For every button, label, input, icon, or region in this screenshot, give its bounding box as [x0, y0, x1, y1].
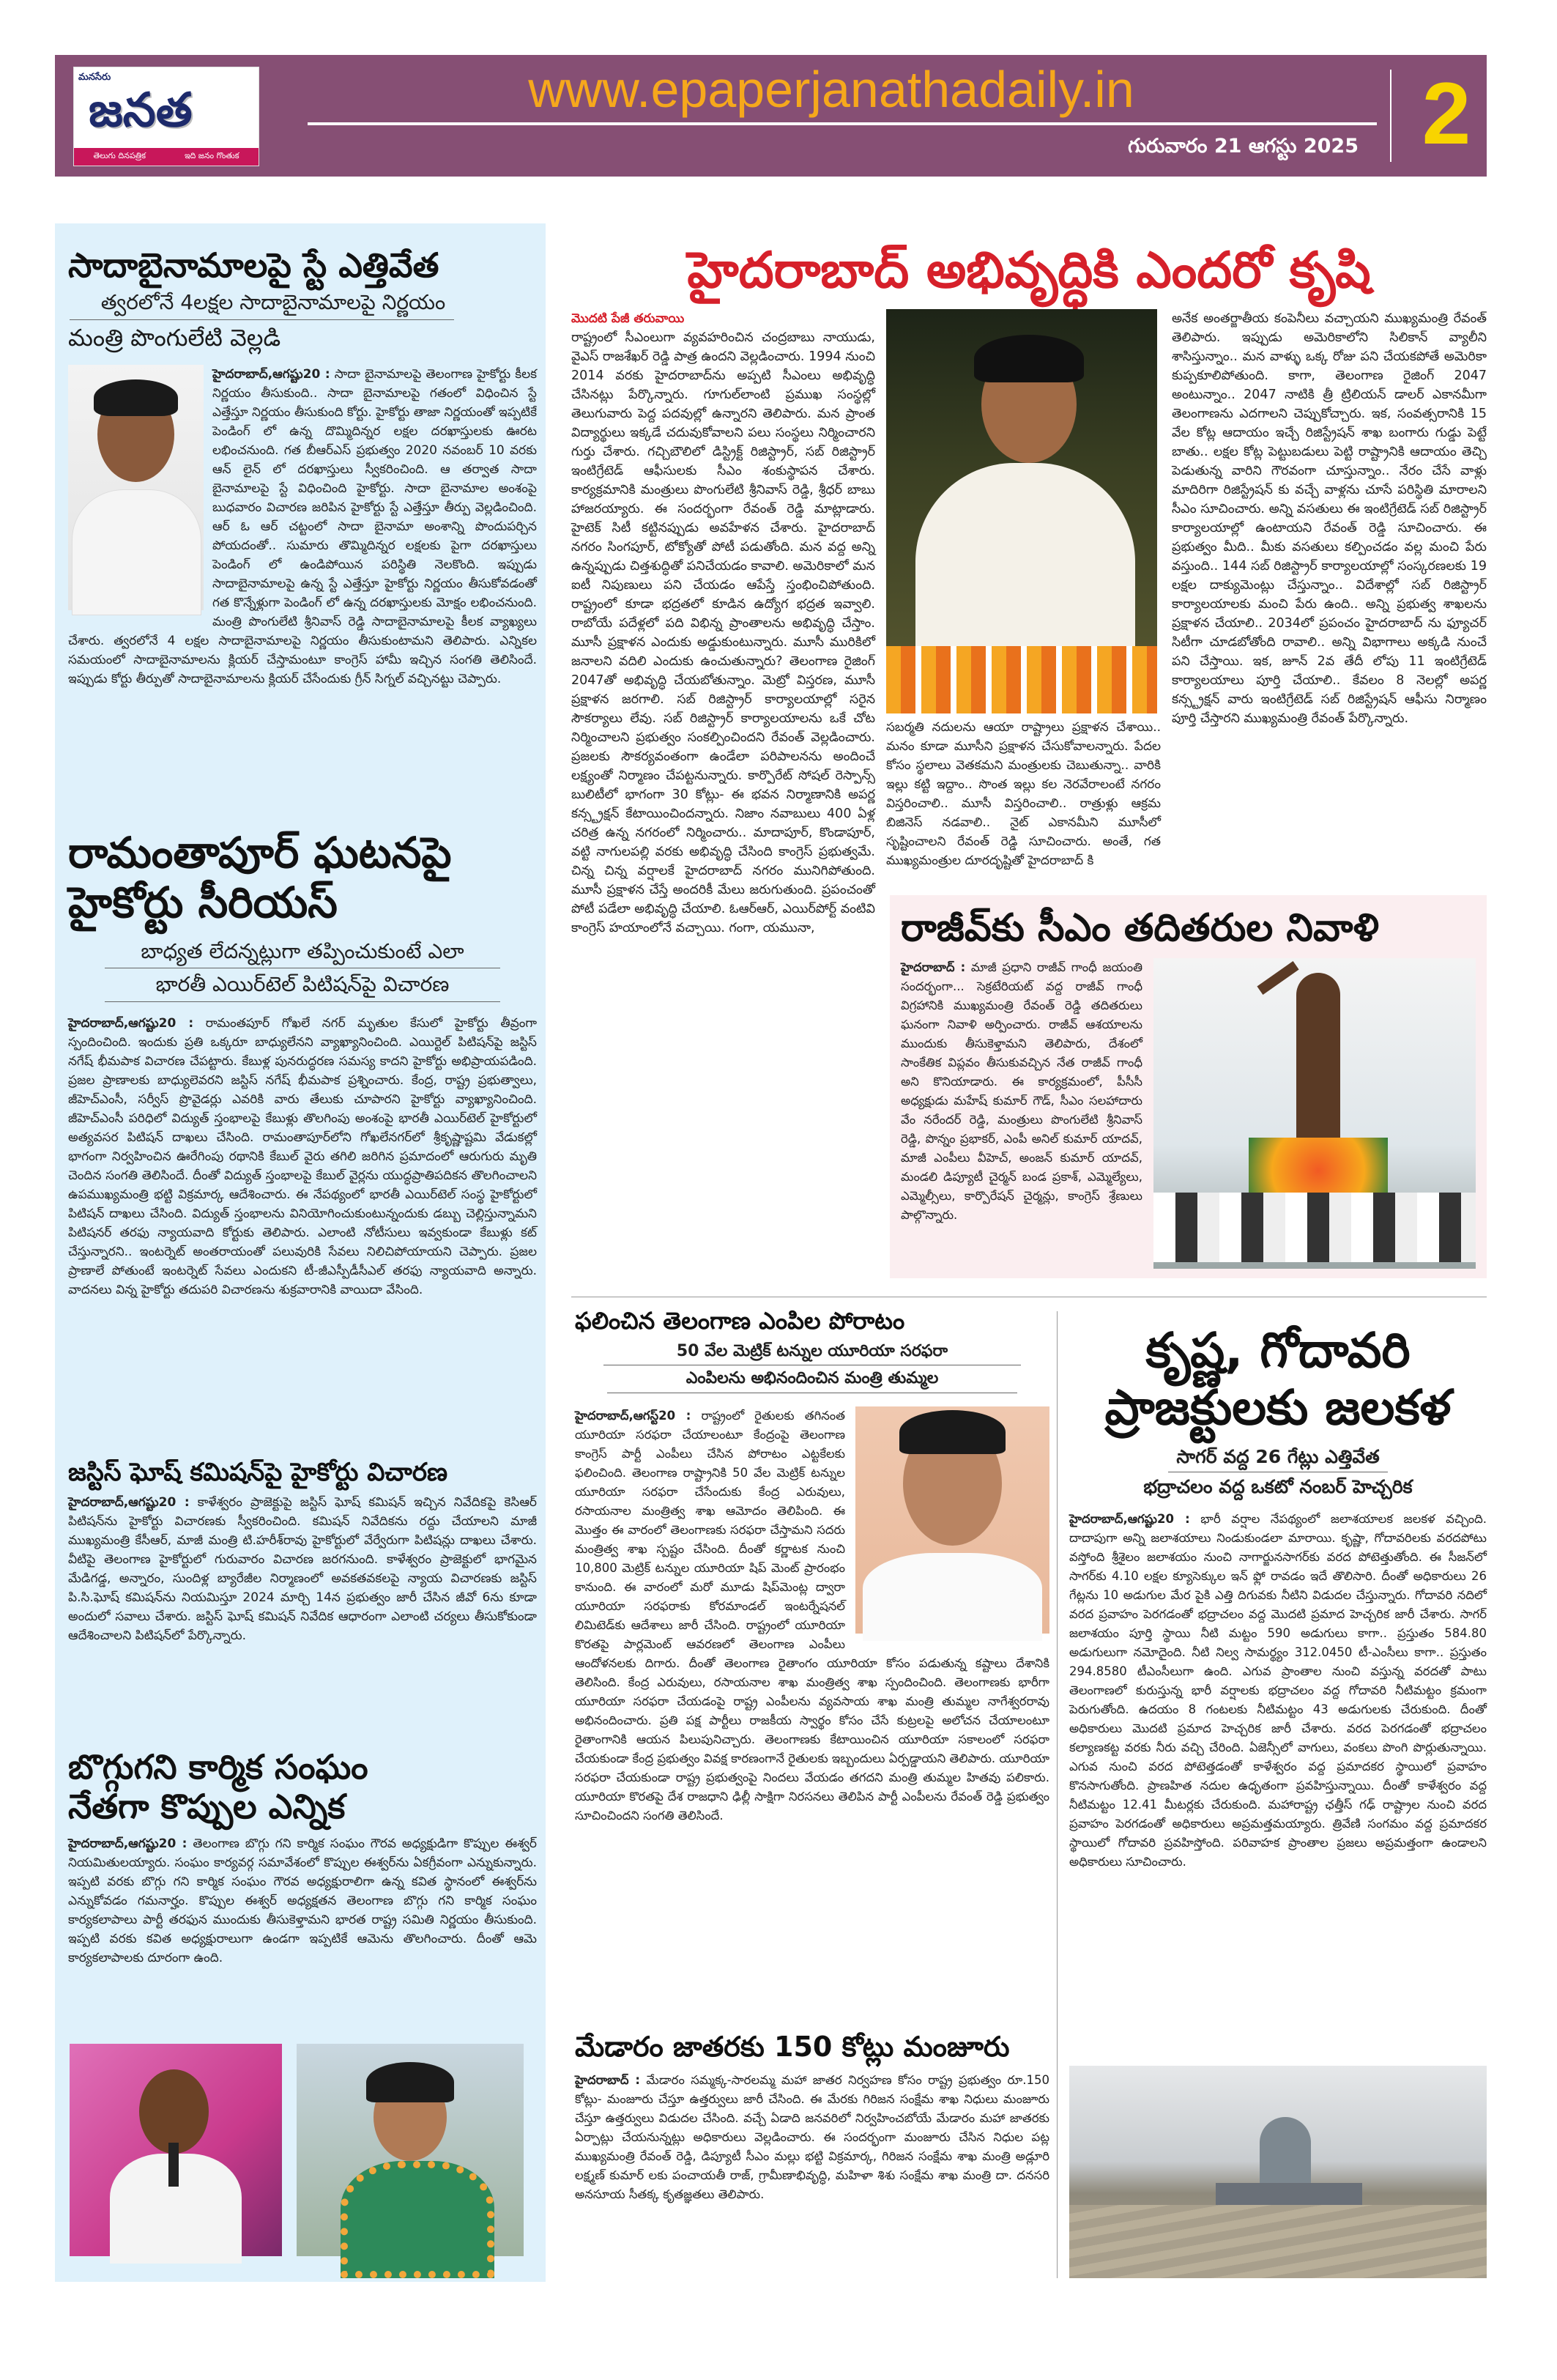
subheadline: ఎంపిలను అభినందించిన మంత్రి తుమ్మల [685, 1369, 939, 1388]
newspaper-logo[interactable] [73, 67, 259, 166]
article-text: రాష్ట్రంలో సీఎంలుగా వ్యవహరించిన చంద్రబాబు నాయుడు, వైఎస్ రాజశేఖర్ రెడ్డి పాత్ర ఉందని వెల్లడించారు. 1994 నుంచి 2014 వరకు హైదరాబాద్‌ను అప్పటి సీఎంలు అభివృద్ధి చేసినట్లు పేర్కొన్నారు. గూగుల్‌లాంటి ప్రముఖ సంస్థల్లో తెలుగువారు పెద్ద పదవుల్లో ఉన్నారని తెలిపారు. మన ప్రాంత విద్యార్థులు ఇక్కడే చదువుకోవాలని పలు సంస్థలు నిర్మించారని గుర్తు చేశారు. గచ్చిబౌలిలో డిస్ట్రిక్ట్ రిజిస్ట్రార్, సబ్ రిజిస్ట్రార్ ఇంటిగ్రేటెడ్ ఆఫీసులకు సీఎం శంకుస్థాపన చేశారు. కార్యక్రమానికి మంత్రులు పొంగులేటి శ్రీనివాస్ రెడ్డి, శ్రీధర్ బాబు హాజరయ్యారు. ఈ సందర్భంగా రేవంత్ రెడ్డి మాట్లాడారు. హైటెక్ సిటీ కట్టినప్పుడు అవహేళన చేశారు. హైదరాబాద్ నగరం సింగపూర్, టోక్యోతో పోటీ పడుతోంది. మన వద్ద అన్ని ఉన్నప్పుడు చిత్తశుద్ధితో పనిచేయడం కావాలి. అమెరికాలో మన ఐటీ నిపుణులు పని చేయడం ఆపేస్తే స్తంభించిపోతుంది. రాష్ట్రంలో కూడా భద్రతలో కూడిన ఉద్యోగ భద్రత ఇవ్వాలి. రాబోయే పదేళ్లలో పది విభిన్న ప్రాంతాలను అభివృద్ధి చేస్తాం. మూసీ ప్రక్షాళన ఎందుకు అడ్డుకుంటున్నారు. మూసీ మురికిలో జనాలని వదిలి ఎందుకు ఉంచుతున్నారు? తెలంగాణ రైజింగ్ 2047తో అభివృద్ధి చేయబోతున్నాం. మెట్రో విస్తరణ, మూసీ ప్రక్షాళన జరగాలి. సబ్ రిజిస్ట్రార్ కార్యాలయాల్లో సరైన సౌకర్యాలు లేవు. సబ్ రిజిస్ట్రార్ కార్యాలయాలను ఒకే చోట నిర్మించాలని ప్రభుత్వం సంకల్పించిందని రేవంత్ వెల్లడించారు. ప్రజలకు సౌకర్యవంతంగా ఉండేలా పరిపాలనను అందించే లక్ష్యంతో నిర్మాణం చేపట్టనున్నారు. కార్పొరేట్ సోషల్ రెస్పాన్స్ బులిటీలో భాగంగా 30 కోట్లు- ఈ భవన నిర్మాణానికి అపర్ణ కన్స్ట్రక్షన్ కేటాయించిందన్నారు. నిజాం నవాబులు 400 ఏళ్ల చరిత్ర ఉన్న నగరంలో నిర్మించారు.. మాదాపూర్, కొండాపూర్, వట్టి నాగులపల్లి వరకు అభివృద్ధి చేసింది కాంగ్రెస్ ప్రభుత్వమే. చిన్న చిన్న వర్షాలకే హైదరాబాద్ నగరం మునిగిపోతుంది. మూసీ ప్రక్షాళన చేస్తే అందరికీ మేలు జరుగుతుంది. ప్రపంచంతో పోటీ పడేలా అభివృద్ధి చేయాలి. ఓఆర్ఆర్, ఎయిర్‌పోర్ట్ వంటివి కాంగ్రెస్ హయాంలోనే వచ్చాయి. గంగా, యమునా, [571, 330, 875, 936]
logo-prefix: మనసేరు [78, 72, 111, 83]
divider [105, 1001, 500, 1002]
edition-date: గురువారం 21 ఆగస్టు 2025 [1128, 135, 1359, 157]
article-main-col1 [571, 309, 875, 936]
article-text: రాష్ట్రంలో రైతులకు తగినంత యూరియా సరఫరా చేయాలంటూ కేంద్రంపై తెలంగాణ కాంగ్రెస్ పార్టీ ఎంపీలు చేసిన పోరాటం ఎట్టకేలకు ఫలించింది. తెలంగాణ రాష్ట్రానికి 50 వేల మెట్రిక్ టన్నుల యూరియా సరఫరా చేసేందుకు కేంద్ర ఎరువులు, రసాయనాల మంత్రిత్వ శాఖ ఆమోదం తెలిపింది. ఈ మొత్తం ఈ వారంలో తెలంగాణకు సరఫరా చేస్తామని సదరు మంత్రిత్వ శాఖ స్పష్టం చేసింది. దీంతో కర్ణాటక నుంచి 10,800 మెట్రిక్ టన్నుల యూరియా షిప్ మెంట్ ప్రారంభం కానుంది. ఈ వారంలో మరో మూడు షిప్‌మెంట్ల ద్వారా యూరియా సరఫరాకు కోరమాండల్ ఇంటర్నేషనల్ లిమిటెడ్‌కు ఆదేశాలు జారీ చేసింది. రాష్ట్రంలో యూరియా కొరతపై పార్లమెంట్ ఆవరణలో తెలంగాణ ఎంపీలు ఆందోళనలకు దిగారు. దీంతో తెలంగాణ రైతాంగం యూరియా కోసం పడుతున్న కష్టాలు దేశానికి తెలిసింది. కేంద్ర ఎరువులు, రసాయనాల శాఖ మంత్రిత్వ శాఖ స్పందించింది. తెలంగాణకు భారీగా యూరియా సరఫరా చేయడంపై రాష్ట్ర ఎంపీలను వ్యవసాయ శాఖ మంత్రి తుమ్మల నాగేశ్వరరావు అభినందించారు. ప్రతి పక్ష పార్టీలు రాజకీయ స్వార్థం కోసం చేసే కుట్రలపై అలోచన చేయాలంటూ రైతాంగానికి ఆయన పిలుపునిచ్చారు. తెలంగాణకు కేటాయించిన యూరియా సకాలంలో సరఫరా చేయకుండా కేంద్ర ప్రభుత్వం వివక్ష కారణంగానే రైతులకు ఇబ్బందులు ఏర్పడ్డాయని తెలిపారు. యూరియా సరఫరా చేయకుండా రాష్ట్ర ప్రభుత్వంపై నిందలు వేయడం తగదని మంత్రి తుమ్మల హితవు పలికారు. యూరియా కొరతపై దేశ రాజధాని ఢిల్లీ సాక్షిగా నిరసనలు తెలిపిన పార్టీ ఎంపీలను రేవంత్ రెడ్డి ప్రభుత్వం సూచించిందని సంగతి తెలిసిందే. [575, 1408, 1049, 1823]
dateline: హైదరాబాద్,ఆగష్టు20 : [1069, 1511, 1190, 1526]
article-body-rajiv [901, 958, 1142, 1269]
article-body-ramanthapur [68, 1014, 537, 1450]
headline-krishna-godavari [1069, 1322, 1487, 1436]
article-body-sada [68, 365, 537, 809]
headline-boggu [68, 1747, 537, 1827]
article-boggu [68, 1747, 537, 2036]
rajiv-content [901, 906, 1479, 1269]
divider [1057, 1311, 1058, 2278]
page-number: 2 [1422, 64, 1471, 163]
headline-line: ప్రాజక్టులకు జలకళ [1104, 1379, 1452, 1436]
headline-rajiv: రాజీవ్‌కు సీఎం తదితరుల నివాళి [901, 906, 1379, 950]
article-body-boggu [68, 1834, 537, 2036]
logo-tag-right: ఇది జనం గొంతుక [184, 151, 239, 160]
article-body-medaram [575, 2071, 1049, 2276]
masthead [55, 55, 1487, 177]
photo-kavitha [297, 2044, 524, 2256]
dateline: హైదరాబాద్,ఆగస్ట్20 : [575, 1408, 691, 1423]
subheadline: భారతీ ఎయిర్‌టెల్ పిటిషన్‌పై విచారణ [155, 972, 450, 997]
headline-line: కృష్ణ, గోదావరి [1145, 1322, 1411, 1379]
divider [308, 122, 1377, 125]
logo-name: జనత [89, 84, 193, 138]
headline-ramanthapur [68, 828, 537, 928]
dateline: హైదరాబాద్ : [901, 960, 966, 975]
headline-medaram: మేడారం జాతరకు 150 కోట్లు మంజూరు [575, 2031, 1010, 2063]
article-ghosh [68, 1458, 537, 1740]
headline-line: నేతగా కొప్పుల ఎన్నిక [68, 1787, 346, 1827]
article-text: సాదా బైనామాలపై తెలంగాణ హైకోర్టు కీలక నిర్ణయం తీసుకుంది.. సాదా బైనామాలపై గతంలో విధించిన స్టే ఎత్తేస్తూ నిర్ణయం తీసుకుంది కోర్టు. హైకోర్టు తాజా నిర్ణయంతో ఇప్పటికే పెండింగ్ లో ఉన్న దొమ్మిదిన్నర లక్షల దరఖాస్తులకు ఊరట లభించనుంది. గత బీఆర్ఎస్ ప్రభుత్వం 2020 నవంబర్ 10 వరకు ఆన్ లైన్ లో దరఖాస్తులు స్వీకరించింది. ఆ తర్వాత సాదా బైనామాలపై స్టే విధించింది హైకోర్టు. సాదా బైనామాల అంశంపై బుధవారం విచారణ జరిపిన హైకోర్టు స్టే ఎత్తేస్తూ తీర్పు వెల్లడించింది. ఆర్ ఓ ఆర్ చట్టంలో సాదా బైనామా అంశాన్ని పొందుపర్చిన పోయదంతో.. సుమారు తొమ్మిదిన్నర లక్షలకు పైగా దరఖాస్తులు పెండింగ్ లో ఉండిపోయిన పరిస్థితి నెలకొంది. ఇప్పుడు సాదాబైనామాలపై ఉన్న స్టే ఎత్తేస్తూ హైకోర్టు నిర్ణయం తీసుకోవడంతో గత కొన్నేళ్లుగా పెండింగ్ లో ఉన్న దరఖాస్తులకు మోక్షం లభించనుంది. మంత్రి పొంగులేటి శ్రీనివాస్ రెడ్డి సాదాబైనామాలపై కీలక వ్యాఖ్యలు చేశారు. త్వరలోనే 4 లక్షల సాదాబైనామాలపై నిర్ణయం తీసుకుంటామని తెలిపారు. ఎన్నికల సమయంలో సాదాబైనామాలను క్లియర్ చేస్తామంటూ కాంగ్రెస్ హామీ ఇచ్చిన సంగతి తెలిసిందే. ఇప్పుడు కోర్టు తీర్పుతో సాదాబైనామాలను క్లియర్ చేసేందుకు గ్రీన్ సిగ్నల్ వచ్చినట్టు చెప్పారు. [68, 367, 538, 687]
article-body-ghosh [68, 1493, 537, 1740]
divider [70, 319, 454, 320]
article-text: కాళేశ్వరం ప్రాజెక్టుపై జస్టిస్ ఘోష్ కమిషన్ ఇచ్చిన నివేదికపై కెసిఆర్ పిటిషన్‌ను హైకోర్టు విచారణకు స్వీకరించింది. కమిషన్ నివేదికను రద్దు చేయాలని మాజీ ముఖ్యమంత్రి కేసీఆర్, మాజీ మంత్రి టి.హరీశ్‌రావు హైకోర్టులో వేర్వేరుగా పిటిషన్లు దాఖలు చేశారు. వీటిపై తెలంగాణ హైకోర్టులో గురువారం విచారణ జరగనుంది. కాళేశ్వరం ప్రాజెక్టులో భాగమైన మేడిగడ్డ, అన్నారం, సుందిళ్ల బ్యారేజీల నిర్మాణంలో అవకతవకలపై న్యాయ విచారణకు జస్టిస్ పి.సి.ఘోష్ కమిషన్‌ను నియమిస్తూ 2024 మార్చి 14న ప్రభుత్వం జారీ చేసిన జీవో 6ను కూడా అందులో సవాలు చేశారు. జస్టిస్ ఘోష్ కమిషన్ నివేదిక ఆధారంగా ఎలాంటి చర్యలు తీసుకోకుండా ఆదేశించాలని పిటిషన్‌లో పేర్కొన్నారు. [68, 1495, 537, 1644]
dateline: హైదరాబాద్,ఆగష్టు20 : [68, 1015, 194, 1031]
website-url[interactable]: www.epaperjanathadaily.in [528, 61, 1134, 118]
rajiv-row [901, 958, 1479, 1269]
article-body-krishna [1069, 1510, 1487, 2051]
dateline: హైదరాబాద్,ఆగష్టు20 : [212, 367, 330, 382]
logo-tag-left: తెలుగు దినపత్రిక [93, 151, 146, 160]
photo-cm-revanth-reddy [886, 309, 1157, 713]
article-sada [68, 245, 537, 809]
article-text: తెలంగాణ బొగ్గు గని కార్మిక సంఘం గౌరవ అధ్యక్షుడిగా కొప్పుల ఈశ్వర్ నియమితులయ్యారు. సంఘం కార్యవర్గ సమావేశంలో కొప్పుల ఈశ్వర్‌ను ఏకగ్రీవంగా ఎన్నుకున్నారు. ఇప్పటి వరకు బొగ్గు గని కార్మిక సంఘం గౌరవ అధ్యక్షురాలిగా ఉన్న కవిత స్థానంలో ఈశ్వర్‌ను ఎన్నుకోవడం గమనార్హం. కొప్పుల ఈశ్వర్ అధ్యక్షతన తెలంగాణ బొగ్గు గని కార్మిక సంఘం కార్యకలాపాలు పార్టీ తరఫున ముందుకు తీసుకెళ్తామని భారత రాష్ట్ర సమితి నిర్ణయం తీసుకుంది. ఇప్పటి వరకు కవిత అధ్యక్షురాలుగా ఉండగా ఇప్పటికే ఆమెను తొలగించారు. దీంతో ఆమె కార్యకలాపాలకు దూరంగా ఉంది. [68, 1836, 538, 1965]
photo-rajiv-statue [1153, 958, 1476, 1269]
subheadline: భద్రాచలం వద్ద ఒకటో నంబర్ హెచ్చరిక [1143, 1476, 1413, 1498]
article-text: భారీ వర్షాల నేపథ్యంలో జలాశయాలక జలకళ వచ్చింది. దాదాపుగా అన్ని జలాశయాలు నిండుకుండలా మారాయి. కృష్ణా, గోదావరిలకు వరదపోటు వస్తోంది శ్రీశైలం జలాశయం నుంచి నాగార్జునసాగర్‌కు వరద పోటెత్తుతోంది. ఈ సీజన్‌లో సాగర్‌కు 4.10 లక్షల క్యూసెక్కుల ఇన్ ఫ్లో రావడం ఇదే తొలిసారి. దీంతో అధికారులు 26 గేట్లను 10 అడుగుల మేర పైకి ఎత్తి దిగువకు నీటిని విడుదల చేస్తున్నారు. గోదావరి నదిలో వరద ప్రవాహం పెరగడంతో భద్రాచలం వద్ద మొదటి ప్రమాద హెచ్చరిక జారీ చేశారు. సాగర్ జలాశయం పూర్తి స్థాయి నీటి మట్టం 590 అడుగులు కాగా.. ప్రస్తుతం 584.80 అడుగులుగా నమోదైంది. నీటి నిల్వ సామర్థ్యం 312.0450 టీ-ఎంసీలు కాగా.. ప్రస్తుతం 294.8580 టీఎంసీలుగా ఉంది. ఎగువ ప్రాంతాల నుంచి వస్తున్న వరదతో పాటు తెలంగాణలో కురుస్తున్న భారీ వర్షాలకు భద్రాచలం వద్ద గోదావరి నీటిమట్టం క్రమంగా పెరుగుతోంది. ఉదయం 8 గంటలకు నీటిమట్టం 43 అడుగులకు చేరుకుంది. దీంతో అధికారులు మొదటి ప్రమాద హెచ్చరిక జారీ చేశారు. వరద పెరగడంతో భద్రాచలం కల్యాణకట్ట వరకు నీరు వచ్చి చేరింది. ఏజెన్సీలో వాగులు, వంకలు పొంగి పొర్లుతున్నాయి. ఎగువ నుంచి వరద పోటెత్తడంతో కాళేశ్వరం వద్ద ప్రమాదకర స్థాయిలో ప్రవాహం కొనసాగుతోంది. ప్రాణహిత నదుల ఉధృతంగా ప్రవహిస్తున్నాయి. దీంతో కాళేశ్వరం వద్ద నీటిమట్టం 12.41 మీటర్లకు చేరుకుంది. మహారాష్ట్ర ఛత్తీస్ గఢ్ రాష్ట్రాల నుంచి వరద ప్రవాహం పెరగడంతో అధికారులు అప్రమత్తమయ్యారు. త్రివేణి సంగమం వద్ద ప్రమాదకర స్థాయిలో గోదావరి ప్రవహిస్తోంది. పరివాహక ప్రాంతాల ప్రజలు అప్రమత్తంగా ఉండాలని అధికారులు సూచించారు. [1069, 1511, 1487, 1869]
dateline: హైదరాబాద్,ఆగష్టు20 : [68, 1836, 187, 1851]
headline-ghosh-commission: జస్టిస్ ఘోష్ కమిషన్‌పై హైకోర్టు విచారణ [68, 1458, 448, 1487]
subheadline: బాధ్యత లేదన్నట్లుగా తప్పించుకుంటే ఎలా [141, 938, 464, 963]
article-main-col3: అనేక అంతర్జాతీయ కంపెనీలు వచ్చాయని ముఖ్యమంత్రి రేవంత్ తెలిపారు. ఇప్పుడు అమెరికాలోని సిలికాన్ వ్యాలీని శాసిస్తున్నాం.. మన వాళ్ళు ఒక్క రోజు పని చేయకపోతే అమెరికా కుప్పకూలిపోతుంది. కాగా, తెలంగాణ రైజింగ్ 2047 అంటున్నాం.. 2047 నాటికి త్రీ ట్రిలియన్ డాలర్ ఎకానమీగా తెలంగాణను ఎదగాలని చెప్పుకోచ్చారు. ఇక, సంవత్సరానికి 15 వేల కోట్ల ఆదాయం ఇచ్చే రిజిస్ట్రేషన్ శాఖ బంగారు గుడ్డు పెట్టే బాతు.. లక్షల కోట్ల పెట్టుబడులు పెట్టి రాష్ట్రానికి ఆదాయం తెచ్చి పెడుతున్న వారిని గౌరవంగా చూస్తున్నాం.. నేరం చేసే వాళ్లు మాదిరిగా రిజిస్ట్రేషన్ కు వచ్చే వాళ్లను చూసే పరిస్థితి మారాలని సీఎం సూచించారు. అన్ని వసతులు ఈ ఇంటిగ్రేటెడ్ సబ్ రిజిస్ట్రార్ కార్యాలయాల్లో ఉంటాయని రేవంత్ రెడ్డి సూచించారు. ఈ ప్రభుత్వం మీది.. మీకు వసతులు కల్పించడం వల్ల మంచి పేరు వస్తుంది.. 144 సబ్ రిజిస్ట్రార్ కార్యాలయాల్లో సంస్కరణలకు 19 లక్షల దాక్యుమెంట్లు చేస్తున్నాం.. విదేశాల్లో సబ్ రిజిస్ట్రార్ కార్యాలయాలకు మంచి పేరు ఉంది.. అన్ని ప్రభుత్వ శాఖలను ప్రక్షాళన చేయాలి.. 2034లో ప్రపంచం హైదరాబాద్ ను ఫ్యూచర్ సిటీగా చూడబోతోంది రావాలి.. అన్ని విభాగాలు అక్కడి నుంచే పని చేస్తాయి. ఇక, జూన్ 2వ తేదీ లోపు 11 ఇంటిగ్రేటెడ్ కార్యాలయాలు పూర్తి చేయాలి.. కేవలం 8 నెలల్లో అపర్ణ కన్స్ట్రక్షన్ వారు ఇంటిగ్రేటెడ్ సబ్ రిజిస్ట్రేషన్ ఆఫీసు నిర్మాణం పూర్తి చేస్తారని ముఖ్యమంత్రి రేవంత్ పేర్కొన్నారు. [1172, 311, 1487, 727]
photo-minister-tummala [855, 1406, 1049, 1634]
continued-kicker: మొదటి పేజీ తరువాయి [571, 311, 685, 327]
article-text: రామంతపూర్ గోఖలే నగర్ మృతుల కేసులో హైకోర్టు తీవ్రంగా స్పందించింది. ఇందుకు ప్రతి ఒక్కరూ బాధ్యులేనని వ్యాఖ్యానించింది. ఎయిర్టెల్ పిటిషన్‌పై జస్టిస్ నగేష్ భీమపాక విచారణ చేపట్టారు. కేబుళ్ల పునరుద్ధరణ సమస్య కాదని హైకోర్టు అభిప్రాయపడింది. ప్రజల ప్రాణాలకు బాధ్యులెవరని జస్టిస్ నగేష్ భీమపాక ప్రశ్నించారు. కేంద్ర, రాష్ట్ర ప్రభుత్వాలు, జీహెచ్ఎంసీ, సర్వీస్ ప్రొవైడర్లు ఎవరికి వారు తేలుకు చూపారని హైకోర్టు వ్యాఖ్యానించింది. జీహెచ్ఎంసీ పరిధిలో విద్యుత్ స్తంభాలపై కేబుళ్లు తొలగింపు అంశంపై భారతీ ఎయిర్‌టెల్ హైకోర్టులో అత్యవసర పిటిషన్ దాఖలు చేసింది. రామంతాపూర్‌లోని గోఖలేనగర్‌లో శ్రీకృష్ణాష్టమి వేడుకల్లో భాగంగా నిర్వహించిన ఊరేగింపు రథానికి కేబుల్ వైరు తగిలి జరిగిన ప్రమాదంలో ఆరుగురు మృతి చెందిన సంగతి తెలిసిందే. దీంతో విద్యుత్ స్తంభాలపై కేబుల్ వైర్లను యుద్ధప్రాతిపదికన తొలగించాలని ఉపముఖ్యమంత్రి భట్టి విక్రమార్క ఆదేశించారు. ఈ నేపథ్యంలో భారతీ ఎయిర్‌టెల్ సంస్థ హైకోర్టులో పిటిషన్ దాఖలు చేసింది. విద్యుత్ స్తంభాలను వినియోగించుకుంటున్నందుకు డబ్బు చెల్లిస్తున్నామని పిటిషనర్ తరఫు న్యాయవాది కోర్టుకు తెలిపారు. ఎలాంటి నోటీసులు ఇవ్వకుండా కేబుళ్లు కట్ చేస్తున్నారని.. ఇంటర్నెట్ అంతరాయంతో పలువురికి సేవలు నిలిచిపోయాయని చెప్పారు. ప్రజల ప్రాణాలే పోతుంటే ఇంటర్నెట్ సేవలు ఎందుకని టీ-జీఎస్పీడీసీఎల్ తరఫు న్యాయవాది అన్నారు. వాదనలు విన్న హైకోర్టు తదుపరి విచారణను శుక్రవారానికి వాయిదా వేసింది. [68, 1015, 537, 1297]
article-ramanthapur [68, 828, 537, 1450]
dateline: హైదరాబాద్,ఆగష్టు20 : [68, 1495, 190, 1510]
dateline: హైదరాబాద్ : [575, 2072, 640, 2087]
subheadline: మంత్రి పొంగులేటి వెల్లడి [68, 323, 281, 352]
divider [1390, 70, 1391, 162]
photo-minister-ponguleti [68, 365, 204, 610]
headline-sada: సాదాబైనామాలపై స్టే ఎత్తివేత [68, 245, 439, 285]
photo-koppula-eshwar [70, 2044, 282, 2256]
article-text: మేడారం సమ్మక్క-సారలమ్మ మహా జాతర నిర్వహణ కోసం రాష్ట్ర ప్రభుత్వం రూ.150 కోట్లు- మంజూరు చేస్తూ ఉత్తర్వులు జారీ చేసింది. ఈ మేరకు గిరిజన సంక్షేమ శాఖ నిధులు మంజూరు చేస్తూ ఉత్తర్వులు విడుదల చేసింది. వచ్చే ఏడాది జనవరిలో నిర్వహించబోయే మేడారం మహా జాతరకు ఏర్పాట్లు చేయనున్నట్లు అధికారులు వెల్లడించారు. ఈ సందర్భంగా మంజూరు చేసిన నిధుల పట్ల ముఖ్యమంత్రి రేవంత్ రెడ్డి, డిప్యూటీ సీఎం మల్లు భట్టి విక్రమార్క, గిరిజన సంక్షేమ శాఖ మంత్రి అడ్లూరి లక్ష్మణ్ కుమార్ లకు పంచాయతీ రాజ్, గ్రామీణాభివృద్ధి, మహిళా శిశు సంక్షేమ శాఖ మంత్రి దా. దనసరి అనసూయ సీతక్క కృతజ్ఞతలు తెలిపారు. [575, 2072, 1049, 2201]
subheadline: త్వరలోనే 4లక్షల సాదాబైనామాలపై నిర్ణయం [100, 290, 446, 315]
headline-main: హైదరాబాద్ అభివృద్ధికి ఎందరో కృషి [687, 242, 1371, 300]
logo-tagline-strip [74, 148, 259, 166]
article-mps [575, 1308, 1049, 2022]
article-text: మాజీ ప్రధాని రాజీవ్ గాంధీ జయంతి సందర్భంగా... సెక్రటేరియట్ వద్ద రాజీవ్ గాంధీ విగ్రహానికి ముఖ్యమంత్రి రేవంత్ రెడ్డి తదితరులు ఘనంగా నివాళి అర్పించారు. రాజీవ్ ఆశయాలను ముందుకు తీసుకెళ్తామని తెలిపారు, దేశంలో సాంకేతిక విప్లవం తీసుకువచ్చిన నేత రాజీవ్ గాంధీ అని కొనియాడారు. ఈ కార్యక్రమంలో, పీసీసీ అధ్యక్షుడు మహేష్ కుమార్ గౌడ్, సీఎం సలహాదారు వేం నరేందర్ రెడ్డి, మంత్రులు పొంగులేటి శ్రీనివాస్ రెడ్డి, పొన్నం ప్రభాకర్, ఎంపీ అనిల్ కుమార్ యాదవ్, మాజీ ఎంపీలు వీహెచ్, అంజన్ కుమార్ యాదవ్, మండలి డిప్యూటీ చైర్మన్ బండ ప్రకాశ్, ఎమ్మెల్యేలు, ఎమ్మెల్సీలు, కార్పొరేషన్ చైర్మన్లు, కాంగ్రెస్ శ్రేణులు పాల్గొన్నారు. [901, 960, 1143, 1223]
article-body-mps [575, 1406, 1049, 2022]
article-main-under-photo: సబర్మతి నదులను ఆయా రాష్ట్రాలు ప్రక్షాళన చేశాయి.. మనం కూడా మూసీని ప్రక్షాళన చేసుకోవాలన్నారు. పేదల కోసం స్థలాలు వెతకమని మంత్రులకు చెబుతున్నా.. వారికి ఇల్లు కట్టి ఇద్దాం.. సొంత ఇల్లు కల నెరవేరాలంటే నగరం విస్తరించాలి.. మూసీ విస్తరించాలి.. రాత్రుళ్లు ఆక్రమ బిజినెస్ నడవాలి.. నైట్ ఎకానమీని మూసీలో సృష్టించాలని రేవంత్ రెడ్డి సూచించారు. అంతే, గత ముఖ్యమంత్రుల దూరదృష్టితో హైదరాబాద్ కి [886, 720, 1161, 869]
left-column [55, 223, 546, 2282]
headline-line: హైకోర్టు సీరియస్ [68, 878, 338, 928]
article-rajiv-tribute [890, 895, 1487, 1278]
subheadline: 50 వేల మెట్రిక్ టన్నుల యూరియా సరఫరా [676, 1341, 948, 1360]
article-medaram [575, 2031, 1049, 2276]
headline-line: బొగ్గుగని కార్మిక సంఘం [68, 1747, 368, 1787]
headline-mps: ఫలించిన తెలంగాణ ఎంపిల పోరాటం [575, 1307, 905, 1335]
article-main-col2 [886, 309, 1161, 886]
photo-flooded-river [1069, 2066, 1487, 2278]
article-krishna [1069, 1322, 1487, 2278]
headline-line: రామంతాపూర్ ఘటనపై [68, 828, 452, 878]
subheadline: సాగర్ వద్ద 26 గేట్లు ఎత్తివేత [1176, 1445, 1380, 1467]
